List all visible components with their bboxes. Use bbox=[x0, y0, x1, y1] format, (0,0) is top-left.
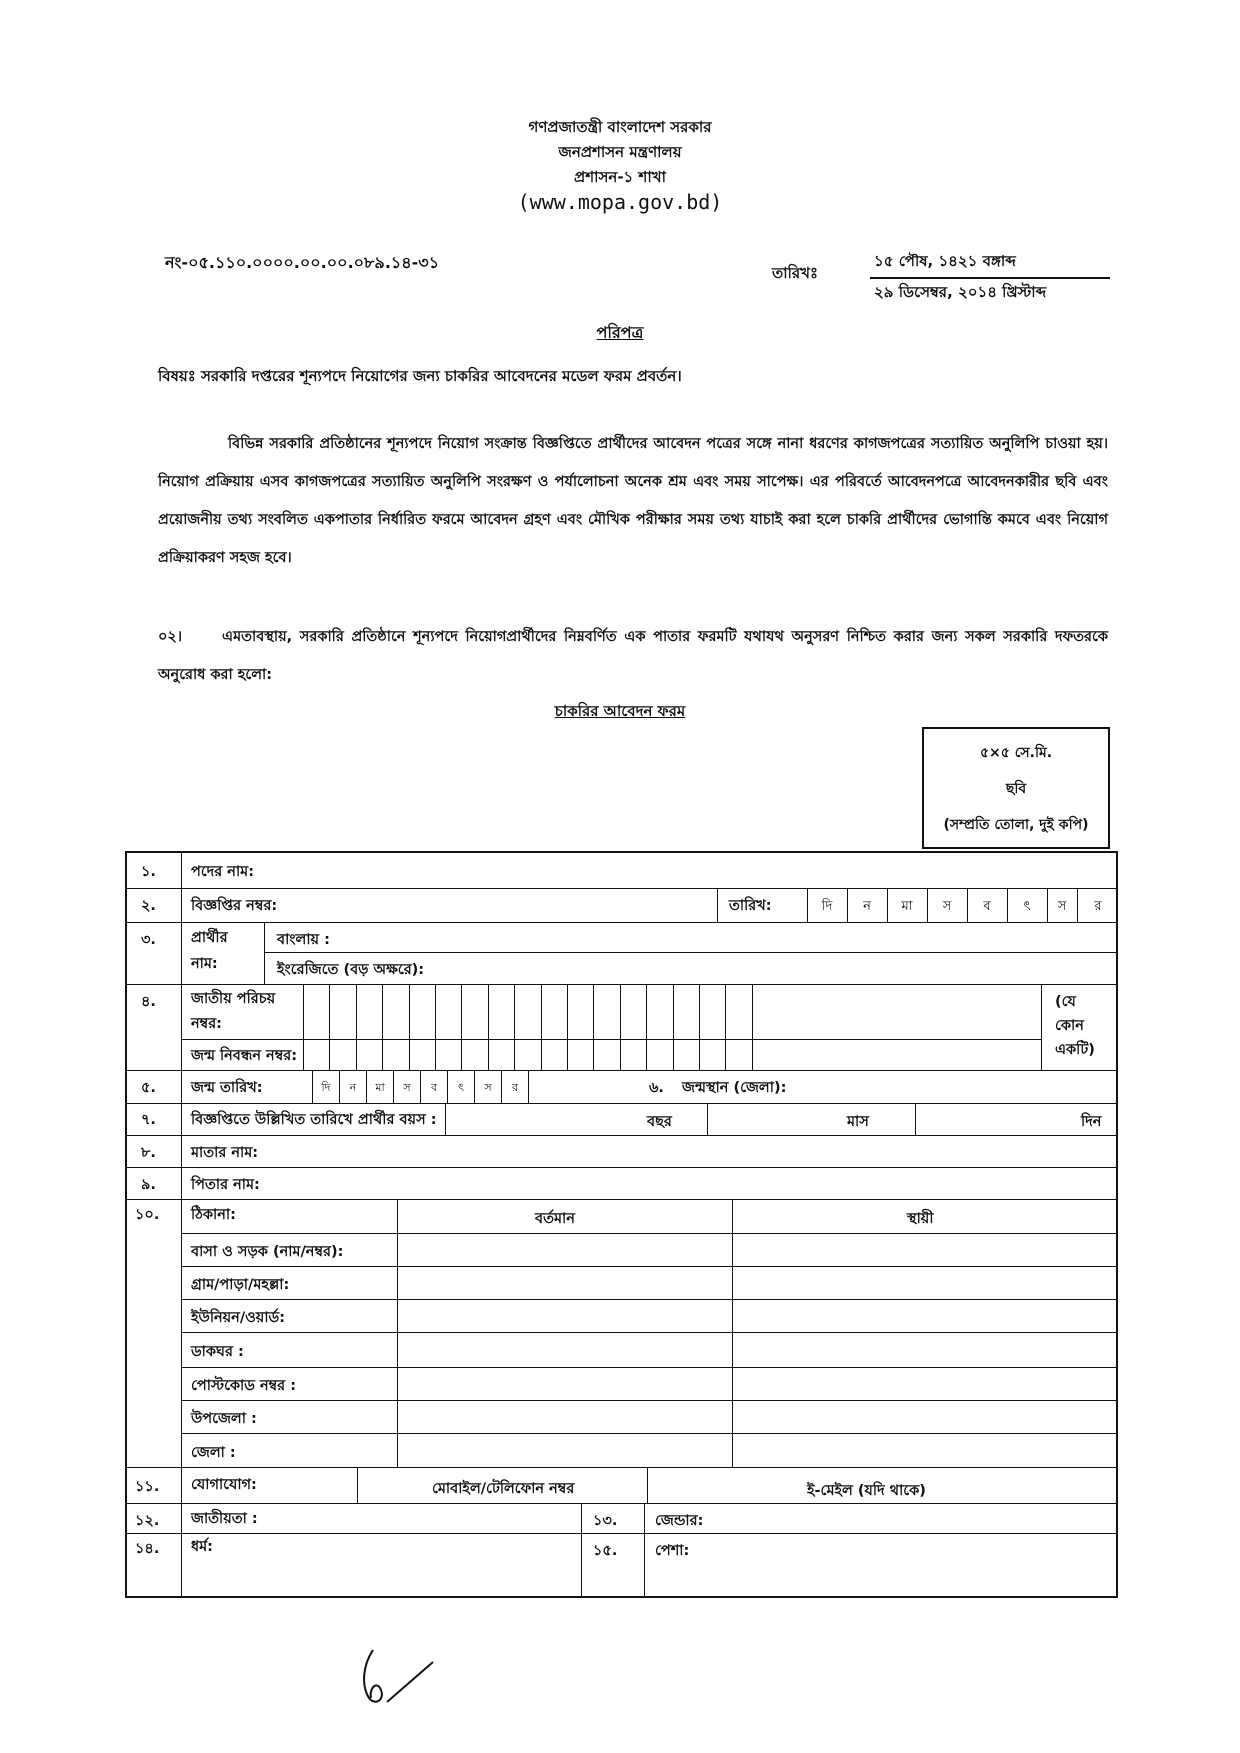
advert-date-label: তারিখ: bbox=[729, 898, 772, 914]
id-digit-divider bbox=[461, 984, 462, 1070]
date-cell[interactable]: স bbox=[942, 899, 952, 914]
permanent-address-header: স্থায়ী bbox=[907, 1211, 934, 1227]
age-label: বিজ্ঞপ্তিতে উল্লিখিত তারিখে প্রার্থীর বয়স : bbox=[191, 1112, 437, 1128]
circular-title: পরিপত্র bbox=[596, 323, 644, 342]
memo-number: নং-০৫.১১০.০০০০.০০.০০.০৮৯.১৪-৩১ bbox=[165, 253, 440, 272]
advert-number-label: বিজ্ঞপ্তির নম্বর: bbox=[191, 898, 278, 914]
birth-reg-label: জন্ম নিবন্ধন নম্বর: bbox=[191, 1048, 298, 1064]
signature bbox=[355, 1640, 465, 1710]
religion-label: ধর্ম: bbox=[191, 1539, 213, 1555]
nid-label-2: নম্বর: bbox=[191, 1016, 222, 1032]
dob-cell[interactable]: র bbox=[511, 1081, 519, 1094]
row-number: ১২. bbox=[135, 1513, 160, 1529]
row-number: ৬. bbox=[649, 1080, 664, 1096]
row-number: ৮. bbox=[141, 1145, 156, 1161]
address-union: ইউনিয়ন/ওয়ার্ড: bbox=[191, 1310, 286, 1326]
row-number: ১১. bbox=[135, 1479, 160, 1495]
address-district: জেলা : bbox=[191, 1445, 236, 1461]
birthplace-label: জন্মস্থান (জেলা): bbox=[682, 1080, 787, 1096]
section-name: প্রশাসন-১ শাখা bbox=[574, 168, 666, 186]
application-form bbox=[125, 851, 1118, 1598]
candidate-label-2: নাম: bbox=[191, 956, 218, 972]
website: (www.mopa.gov.bd) bbox=[517, 190, 723, 214]
id-digit-divider bbox=[620, 984, 621, 1070]
date-cell[interactable]: ব bbox=[983, 899, 991, 914]
address-village: গ্রাম/পাড়া/মহল্লা: bbox=[191, 1277, 290, 1293]
row-number: ৫. bbox=[141, 1080, 156, 1096]
ministry-name: জনপ্রশাসন মন্ত্রণালয় bbox=[558, 143, 682, 161]
address-upazila: উপজেলা : bbox=[191, 1411, 257, 1427]
photo-label: ছবি bbox=[1005, 781, 1027, 797]
date-cell[interactable]: মা bbox=[901, 899, 913, 914]
photo-size: ৫×৫ সে.মি. bbox=[979, 745, 1053, 761]
mother-name-label: মাতার নাম: bbox=[191, 1145, 259, 1161]
date-cell[interactable]: ৎ bbox=[1023, 899, 1031, 914]
date-label: তারিখঃ bbox=[772, 264, 818, 282]
phone-header: মোবাইল/টেলিফোন নম্বর bbox=[432, 1481, 575, 1497]
name-bangla-label: বাংলায় : bbox=[277, 932, 330, 948]
row-number: ১৪. bbox=[135, 1541, 160, 1557]
date-block bbox=[870, 248, 1110, 308]
id-digit-divider bbox=[409, 984, 410, 1070]
paragraph-2-text: এমতাবস্থায়, সরকারি প্রতিষ্ঠানে শূন্যপদে নিয়োগপ্রার্থীদের নিম্নবর্ণিত এক পাতার ফরমটি যথাযথ অনুসরণ নিশ্চিত করার জন্য সকল সরকারি দফতরকে অনুরোধ করা হলো: bbox=[158, 629, 1108, 683]
id-digit-divider bbox=[356, 984, 357, 1070]
row-number: ২. bbox=[141, 898, 156, 914]
office-header bbox=[0, 115, 1240, 215]
row-number: ৭. bbox=[141, 1112, 156, 1128]
date-bangla: ১৫ পৌষ, ১৪২১ বঙ্গাব্দ bbox=[870, 248, 1110, 279]
date-cell[interactable]: দি bbox=[821, 899, 833, 914]
id-digit-divider bbox=[725, 984, 726, 1070]
row-number: ১৩. bbox=[593, 1513, 618, 1529]
id-digit-divider bbox=[382, 984, 383, 1070]
contact-label: যোগাযোগ: bbox=[191, 1477, 257, 1493]
row-number: ১. bbox=[141, 864, 156, 880]
dob-cell[interactable]: স bbox=[403, 1081, 411, 1094]
date-english: ২৯ ডিসেম্বর, ২০১৪ খ্রিস্টাব্দ bbox=[874, 283, 1047, 301]
date-cell[interactable]: র bbox=[1094, 899, 1102, 914]
row-number: ৩. bbox=[141, 932, 156, 948]
govt-name: গণপ্রজাতন্ত্রী বাংলাদেশ সরকার bbox=[528, 118, 712, 136]
row-number: ৯. bbox=[141, 1177, 156, 1193]
nid-label: জাতীয় পরিচয় bbox=[191, 991, 276, 1007]
dob-cell[interactable]: দি bbox=[321, 1081, 331, 1094]
row-number: ১০. bbox=[135, 1207, 160, 1223]
id-digit-divider bbox=[673, 984, 674, 1070]
id-digit-divider bbox=[303, 984, 304, 1070]
photo-note: (সম্প্রতি তোলা, দুই কপি) bbox=[943, 817, 1089, 833]
present-address-header: বর্তমান bbox=[535, 1211, 575, 1227]
occupation-label: পেশা: bbox=[655, 1543, 690, 1559]
id-digit-divider bbox=[646, 984, 647, 1070]
age-day-label: দিন bbox=[1081, 1114, 1102, 1130]
paragraph-1-text: বিভিন্ন সরকারি প্রতিষ্ঠানের শূন্যপদে নিয়োগ সংক্রান্ত বিজ্ঞপ্তিতে প্রার্থীদের আবেদন পত্রের সঙ্গে নানা ধরণের কাগজপত্রের সত্যায়িত অনুলিপি চাওয়া হয়। নিয়োগ প্রক্রিয়ায় এসব কাগজপত্রের সত্যায়িত অনুলিপি সংরক্ষণ ও পর্যালোচনা অনেক শ্রম এবং সময় সাপেক্ষ। এর পরিবর্তে আবেদনপত্রে আবেদনকারীর ছবি এবং প্রয়োজনীয় তথ্য সংবলিত একপাতার নির্ধারিত ফরমে আবেদন গ্রহণ এবং মৌখিক পরীক্ষার সময় তথ্য যাচাই করা হলে চাকরি প্রার্থীদের ভোগান্তি কমবে এবং নিয়োগ প্রক্রিয়াকরণ সহজ হবে। bbox=[158, 436, 1108, 566]
id-digit-divider bbox=[435, 984, 436, 1070]
candidate-label: প্রার্থীর bbox=[191, 930, 228, 946]
dob-cell[interactable]: মা bbox=[375, 1081, 385, 1094]
id-digit-divider bbox=[567, 984, 568, 1070]
id-digit-divider bbox=[752, 984, 753, 1070]
name-english-label: ইংরেজিতে (বড় অক্ষরে): bbox=[277, 962, 425, 978]
id-digit-divider bbox=[593, 984, 594, 1070]
row-number: ৪. bbox=[141, 994, 156, 1010]
father-name-label: পিতার নাম: bbox=[191, 1177, 260, 1193]
paragraph-2-number: ০২। bbox=[158, 629, 183, 645]
dob-cell[interactable]: স bbox=[484, 1081, 492, 1094]
either-note-3: একটি) bbox=[1055, 1042, 1095, 1058]
id-digit-divider bbox=[488, 984, 489, 1070]
gender-label: জেন্ডার: bbox=[655, 1513, 704, 1529]
dob-label: জন্ম তারিখ: bbox=[191, 1080, 263, 1096]
row-number: ১৫. bbox=[593, 1543, 618, 1559]
email-header: ই-মেইল (যদি থাকে) bbox=[807, 1483, 926, 1499]
subject-line: বিষয়ঃ সরকারি দপ্তরের শূন্যপদে নিয়োগের জন্য চাকরির আবেদনের মডেল ফরম প্রবর্তন। bbox=[158, 367, 682, 385]
either-note: (যে bbox=[1055, 994, 1076, 1010]
address-label: ঠিকানা: bbox=[191, 1207, 236, 1223]
either-note-2: কোন bbox=[1055, 1018, 1084, 1034]
date-cell[interactable]: ন bbox=[863, 899, 871, 914]
form-title: চাকরির আবেদন ফরম bbox=[554, 702, 686, 720]
id-digit-divider bbox=[541, 984, 542, 1070]
nationality-label: জাতীয়তা : bbox=[191, 1511, 258, 1527]
paragraph-2 bbox=[158, 618, 1108, 694]
age-month-label: মাস bbox=[847, 1114, 869, 1130]
address-postcode: পোস্টকোড নম্বর : bbox=[191, 1378, 297, 1394]
id-digit-divider bbox=[329, 984, 330, 1070]
address-house-road: বাসা ও সড়ক (নাম/নম্বর): bbox=[191, 1244, 344, 1260]
age-year-label: বছর bbox=[647, 1114, 672, 1130]
photo-box bbox=[922, 727, 1110, 849]
id-digit-divider bbox=[514, 984, 515, 1070]
id-digit-divider bbox=[699, 984, 700, 1070]
dob-cell[interactable]: ব bbox=[430, 1081, 438, 1094]
dob-cell[interactable]: ৎ bbox=[458, 1081, 464, 1094]
dob-cell[interactable]: ন bbox=[349, 1081, 357, 1094]
date-cell[interactable]: স bbox=[1057, 899, 1067, 914]
post-name-label: পদের নাম: bbox=[191, 864, 255, 880]
paragraph-1 bbox=[158, 425, 1108, 577]
address-post-office: ডাকঘর : bbox=[191, 1344, 244, 1360]
